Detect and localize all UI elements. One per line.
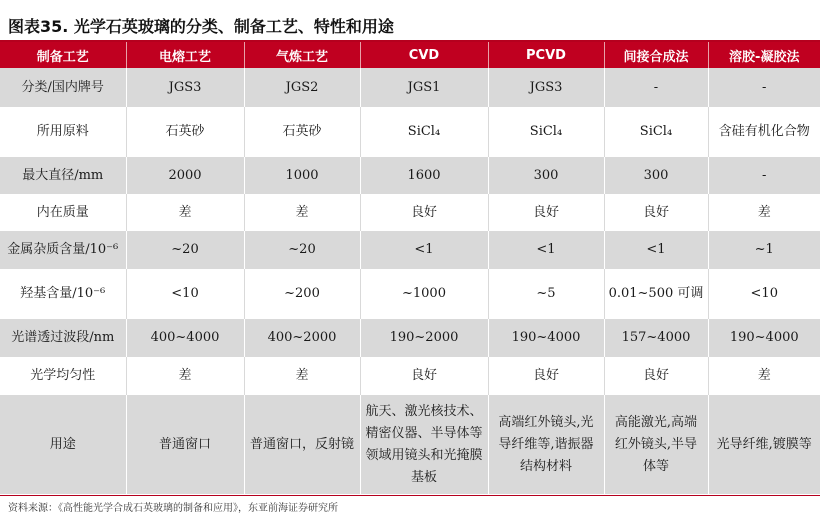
table-cell: 300 (604, 157, 708, 194)
table-cell: 190~4000 (488, 319, 604, 357)
table-cell: <10 (126, 269, 244, 319)
table-row (0, 107, 820, 157)
table-cell: - (708, 157, 820, 194)
table-cell: SiCl₄ (604, 107, 708, 157)
row-label: 最大直径/mm (0, 157, 126, 194)
table-cell: JGS1 (360, 68, 488, 107)
table-row (0, 269, 820, 319)
table-cell: 300 (488, 157, 604, 194)
header-cell: 溶胶-凝胶法 (708, 42, 820, 68)
table-cell: 差 (126, 194, 244, 231)
header-cell: 间接合成法 (604, 42, 708, 68)
table-cell: 190~2000 (360, 319, 488, 357)
table-cell: 良好 (360, 194, 488, 231)
header-row (0, 42, 820, 68)
figure-title: 图表35. 光学石英玻璃的分类、制备工艺、特性和用途 (8, 17, 394, 36)
table-cell: 石英砂 (126, 107, 244, 157)
table-cell: 良好 (604, 194, 708, 231)
row-label: 分类/国内牌号 (0, 68, 126, 107)
header-cell: CVD (360, 42, 488, 68)
table-cell: 190~4000 (708, 319, 820, 357)
header-cell: 电熔工艺 (126, 42, 244, 68)
table-cell: 含硅有机化合物 (708, 107, 820, 157)
row-label: 金属杂质含量/10⁻⁶ (0, 231, 126, 269)
row-label: 羟基含量/10⁻⁶ (0, 269, 126, 319)
row-label: 用途 (0, 395, 126, 494)
table-cell: <1 (360, 231, 488, 269)
table-cell: 良好 (488, 357, 604, 395)
table-cell: 良好 (488, 194, 604, 231)
table-cell: 差 (126, 357, 244, 395)
table-row (0, 357, 820, 395)
table-row (0, 194, 820, 231)
table-cell: - (708, 68, 820, 107)
table-cell: 高能激光,高端红外镜头,半导体等 (604, 395, 708, 494)
header-cell: 制备工艺 (0, 42, 126, 68)
table-cell: 1600 (360, 157, 488, 194)
table-cell: 2000 (126, 157, 244, 194)
table-cell: ~1000 (360, 269, 488, 319)
row-label: 所用原料 (0, 107, 126, 157)
table-cell: 差 (244, 357, 360, 395)
footer-rule (0, 495, 820, 496)
table-cell: ~20 (244, 231, 360, 269)
table-cell: 差 (244, 194, 360, 231)
table-cell: 0.01~500 可调 (604, 269, 708, 319)
table-cell: 差 (708, 357, 820, 395)
table-cell: <10 (708, 269, 820, 319)
table-cell: <1 (488, 231, 604, 269)
row-label: 内在质量 (0, 194, 126, 231)
row-label: 光谱透过波段/nm (0, 319, 126, 357)
table-cell: 光导纤维,镀膜等 (708, 395, 820, 494)
table-cell: 石英砂 (244, 107, 360, 157)
table-cell: SiCl₄ (488, 107, 604, 157)
table-cell: 157~4000 (604, 319, 708, 357)
table-cell: SiCl₄ (360, 107, 488, 157)
table-cell: 差 (708, 194, 820, 231)
header-cell: 气炼工艺 (244, 42, 360, 68)
table-cell: ~20 (126, 231, 244, 269)
table-cell: 良好 (360, 357, 488, 395)
table-cell: 航天、激光核技术、精密仪器、半导体等领域用镜头和光掩膜基板 (360, 395, 488, 494)
source-note: 资料来源：《高性能光学合成石英玻璃的制备和应用》，东亚前海证券研究所 (8, 503, 338, 514)
table-cell: 高端红外镜头,光导纤维等,谐振器结构材料 (488, 395, 604, 494)
table-cell: 400~2000 (244, 319, 360, 357)
table-cell: JGS3 (126, 68, 244, 107)
table-cell: JGS2 (244, 68, 360, 107)
table-row (0, 319, 820, 357)
table-cell: 良好 (604, 357, 708, 395)
table-cell: - (604, 68, 708, 107)
table-cell: ~200 (244, 269, 360, 319)
table-row (0, 395, 820, 494)
table-row (0, 157, 820, 194)
table-cell: <1 (604, 231, 708, 269)
table-cell: 普通窗口 (126, 395, 244, 494)
table-cell: 普通窗口，反射镜 (244, 395, 360, 494)
header-cell: PCVD (488, 42, 604, 68)
quartz-glass-table (0, 42, 820, 494)
table-cell: JGS3 (488, 68, 604, 107)
table-cell: 400~4000 (126, 319, 244, 357)
row-label: 光学均匀性 (0, 357, 126, 395)
table-cell: 1000 (244, 157, 360, 194)
table-cell: ~5 (488, 269, 604, 319)
table-cell: ~1 (708, 231, 820, 269)
table-row (0, 231, 820, 269)
table-row (0, 68, 820, 107)
